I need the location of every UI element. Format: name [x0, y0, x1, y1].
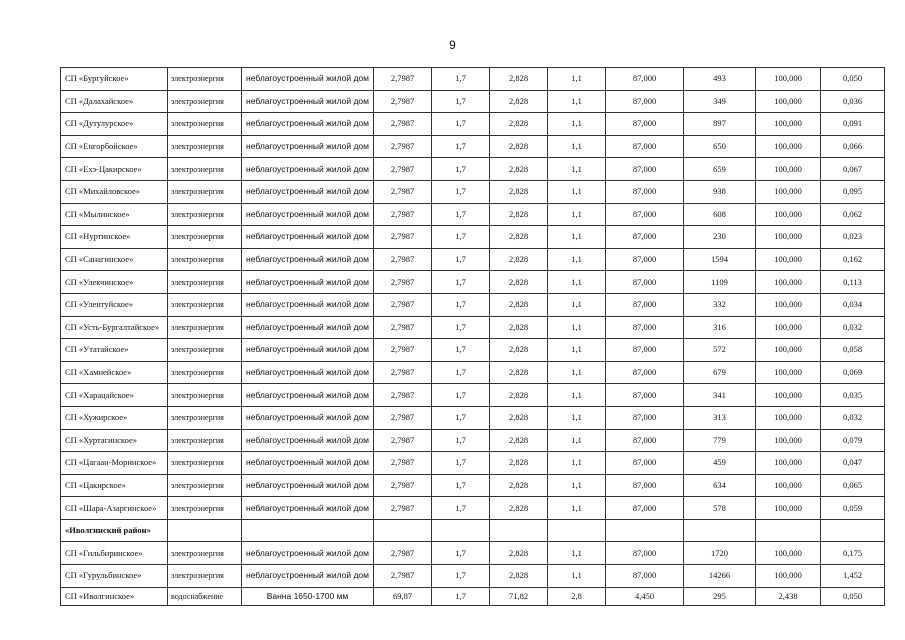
value-c4-cell: 2,8 — [548, 587, 606, 605]
value-c2-cell: 1,7 — [432, 429, 490, 452]
object-cell: неблагоустроенный жилой дом — [242, 158, 374, 181]
resource-cell: электроэнергия — [168, 203, 242, 226]
table-row — [61, 339, 885, 362]
page-number: 9 — [449, 38, 456, 52]
value-c7-cell: 100,000 — [756, 113, 821, 136]
value-c7-cell: 100,000 — [756, 135, 821, 158]
value-c5-cell: 87,000 — [606, 271, 684, 294]
value-c2-cell: 1,7 — [432, 203, 490, 226]
value-c3-cell: 2,828 — [490, 384, 548, 407]
value-c5-cell: 87,000 — [606, 316, 684, 339]
value-c5-cell: 87,000 — [606, 113, 684, 136]
object-cell: неблагоустроенный жилой дом — [242, 452, 374, 475]
settlement-name-cell: СП «Гурульбинское» — [61, 565, 168, 588]
resource-cell: электроэнергия — [168, 293, 242, 316]
table-body — [61, 68, 885, 606]
value-c1-cell: 2,7987 — [374, 248, 432, 271]
value-c7-cell: 100,000 — [756, 542, 821, 565]
value-c1-cell: 69,87 — [374, 587, 432, 605]
value-c8-cell: 0,036 — [821, 90, 885, 113]
value-c7-cell: 100,000 — [756, 203, 821, 226]
value-c6-cell: 1594 — [684, 248, 756, 271]
value-c6-cell: 313 — [684, 406, 756, 429]
value-c1-cell: 2,7987 — [374, 474, 432, 497]
empty-cell — [432, 519, 490, 542]
value-c1-cell: 2,7987 — [374, 68, 432, 91]
value-c5-cell: 87,000 — [606, 384, 684, 407]
value-c3-cell: 2,828 — [490, 271, 548, 294]
value-c2-cell: 1,7 — [432, 226, 490, 249]
value-c1-cell: 2,7987 — [374, 135, 432, 158]
value-c2-cell: 1,7 — [432, 452, 490, 475]
value-c6-cell: 1720 — [684, 542, 756, 565]
value-c3-cell: 2,828 — [490, 135, 548, 158]
value-c8-cell: 0,059 — [821, 497, 885, 520]
value-c6-cell: 230 — [684, 226, 756, 249]
value-c6-cell: 493 — [684, 68, 756, 91]
settlement-name-cell: СП «Гильбиринское» — [61, 542, 168, 565]
value-c6-cell: 578 — [684, 497, 756, 520]
value-c1-cell: 2,7987 — [374, 158, 432, 181]
value-c6-cell: 14266 — [684, 565, 756, 588]
table-row — [61, 248, 885, 271]
resource-cell: электроэнергия — [168, 497, 242, 520]
value-c6-cell: 608 — [684, 203, 756, 226]
table-row — [61, 90, 885, 113]
settlement-name-cell: СП «Цакирское» — [61, 474, 168, 497]
object-cell: неблагоустроенный жилой дом — [242, 226, 374, 249]
object-cell: неблагоустроенный жилой дом — [242, 406, 374, 429]
value-c7-cell: 100,000 — [756, 226, 821, 249]
settlement-name-cell: СП «Улентуйское» — [61, 293, 168, 316]
value-c8-cell: 0,091 — [821, 113, 885, 136]
value-c3-cell: 2,828 — [490, 316, 548, 339]
value-c5-cell: 87,000 — [606, 406, 684, 429]
resource-cell: водоснабжение — [168, 587, 242, 605]
value-c8-cell: 0,162 — [821, 248, 885, 271]
value-c7-cell: 100,000 — [756, 68, 821, 91]
value-c5-cell: 87,000 — [606, 226, 684, 249]
table-row — [61, 316, 885, 339]
resource-cell: электроэнергия — [168, 429, 242, 452]
value-c3-cell: 2,828 — [490, 180, 548, 203]
settlement-name-cell: СП «Михайловское» — [61, 180, 168, 203]
value-c8-cell: 0,035 — [821, 384, 885, 407]
value-c6-cell: 779 — [684, 429, 756, 452]
section-title: «Иволгинский район» — [61, 519, 168, 542]
object-cell: неблагоустроенный жилой дом — [242, 135, 374, 158]
value-c8-cell: 0,058 — [821, 339, 885, 362]
value-c1-cell: 2,7987 — [374, 497, 432, 520]
resource-cell: электроэнергия — [168, 113, 242, 136]
resource-cell: электроэнергия — [168, 158, 242, 181]
value-c5-cell: 87,000 — [606, 203, 684, 226]
value-c7-cell: 100,000 — [756, 339, 821, 362]
empty-cell — [490, 519, 548, 542]
empty-cell — [168, 519, 242, 542]
table-row — [61, 587, 885, 605]
value-c1-cell: 2,7987 — [374, 361, 432, 384]
value-c6-cell: 650 — [684, 135, 756, 158]
table-row — [61, 497, 885, 520]
value-c4-cell: 1,1 — [548, 90, 606, 113]
value-c4-cell: 1,1 — [548, 293, 606, 316]
empty-cell — [548, 519, 606, 542]
value-c4-cell: 1,1 — [548, 113, 606, 136]
value-c3-cell: 2,828 — [490, 361, 548, 384]
value-c4-cell: 1,1 — [548, 429, 606, 452]
value-c6-cell: 459 — [684, 452, 756, 475]
value-c4-cell: 1,1 — [548, 180, 606, 203]
object-cell: неблагоустроенный жилой дом — [242, 248, 374, 271]
value-c5-cell: 87,000 — [606, 542, 684, 565]
value-c8-cell: 0,032 — [821, 406, 885, 429]
value-c2-cell: 1,7 — [432, 316, 490, 339]
value-c7-cell: 100,000 — [756, 429, 821, 452]
table-row — [61, 180, 885, 203]
value-c2-cell: 1,7 — [432, 339, 490, 362]
value-c8-cell: 0,175 — [821, 542, 885, 565]
resource-cell: электроэнергия — [168, 339, 242, 362]
value-c2-cell: 1,7 — [432, 474, 490, 497]
value-c4-cell: 1,1 — [548, 497, 606, 520]
value-c1-cell: 2,7987 — [374, 271, 432, 294]
value-c7-cell: 100,000 — [756, 361, 821, 384]
value-c7-cell: 100,000 — [756, 180, 821, 203]
value-c8-cell: 0,069 — [821, 361, 885, 384]
settlement-name-cell: СП «Дутулурское» — [61, 113, 168, 136]
object-cell: неблагоустроенный жилой дом — [242, 316, 374, 339]
resource-cell: электроэнергия — [168, 135, 242, 158]
value-c7-cell: 100,000 — [756, 497, 821, 520]
value-c3-cell: 2,828 — [490, 68, 548, 91]
value-c5-cell: 87,000 — [606, 361, 684, 384]
value-c8-cell: 0,065 — [821, 474, 885, 497]
value-c6-cell: 341 — [684, 384, 756, 407]
value-c3-cell: 2,828 — [490, 339, 548, 362]
resource-cell: электроэнергия — [168, 68, 242, 91]
value-c2-cell: 1,7 — [432, 384, 490, 407]
table-row — [61, 474, 885, 497]
resource-cell: электроэнергия — [168, 180, 242, 203]
value-c6-cell: 349 — [684, 90, 756, 113]
value-c5-cell: 4,450 — [606, 587, 684, 605]
value-c6-cell: 332 — [684, 293, 756, 316]
table-row — [61, 135, 885, 158]
resource-cell: электроэнергия — [168, 565, 242, 588]
value-c7-cell: 100,000 — [756, 90, 821, 113]
value-c3-cell: 71,82 — [490, 587, 548, 605]
value-c4-cell: 1,1 — [548, 565, 606, 588]
value-c5-cell: 87,000 — [606, 248, 684, 271]
value-c3-cell: 2,828 — [490, 226, 548, 249]
settlement-name-cell: СП «Улекчинское» — [61, 271, 168, 294]
object-cell: неблагоустроенный жилой дом — [242, 542, 374, 565]
object-cell: неблагоустроенный жилой дом — [242, 361, 374, 384]
value-c7-cell: 100,000 — [756, 248, 821, 271]
value-c6-cell: 938 — [684, 180, 756, 203]
value-c7-cell: 100,000 — [756, 271, 821, 294]
object-cell: неблагоустроенный жилой дом — [242, 384, 374, 407]
settlement-name-cell: СП «Шара-Азаргинское» — [61, 497, 168, 520]
value-c5-cell: 87,000 — [606, 565, 684, 588]
value-c3-cell: 2,828 — [490, 113, 548, 136]
value-c8-cell: 0,095 — [821, 180, 885, 203]
value-c4-cell: 1,1 — [548, 339, 606, 362]
table-row — [61, 226, 885, 249]
value-c1-cell: 2,7987 — [374, 180, 432, 203]
table-row — [61, 542, 885, 565]
empty-cell — [606, 519, 684, 542]
value-c2-cell: 1,7 — [432, 406, 490, 429]
value-c7-cell: 100,000 — [756, 158, 821, 181]
resource-cell: электроэнергия — [168, 361, 242, 384]
table-row — [61, 384, 885, 407]
value-c8-cell: 0,113 — [821, 271, 885, 294]
value-c7-cell: 2,438 — [756, 587, 821, 605]
settlement-name-cell: СП «Хамнейское» — [61, 361, 168, 384]
value-c2-cell: 1,7 — [432, 135, 490, 158]
value-c3-cell: 2,828 — [490, 406, 548, 429]
object-cell: неблагоустроенный жилой дом — [242, 68, 374, 91]
value-c3-cell: 2,828 — [490, 158, 548, 181]
value-c2-cell: 1,7 — [432, 271, 490, 294]
value-c2-cell: 1,7 — [432, 180, 490, 203]
settlement-name-cell: СП «Мылинское» — [61, 203, 168, 226]
value-c1-cell: 2,7987 — [374, 406, 432, 429]
value-c1-cell: 2,7987 — [374, 565, 432, 588]
value-c4-cell: 1,1 — [548, 203, 606, 226]
value-c4-cell: 1,1 — [548, 316, 606, 339]
section-header-row — [61, 519, 885, 542]
value-c7-cell: 100,000 — [756, 384, 821, 407]
settlement-name-cell: СП «Санагинское» — [61, 248, 168, 271]
table-row — [61, 113, 885, 136]
resource-cell: электроэнергия — [168, 542, 242, 565]
table-row — [61, 158, 885, 181]
value-c8-cell: 0,032 — [821, 316, 885, 339]
value-c2-cell: 1,7 — [432, 361, 490, 384]
resource-cell: электроэнергия — [168, 406, 242, 429]
value-c8-cell: 0,062 — [821, 203, 885, 226]
empty-cell — [821, 519, 885, 542]
value-c1-cell: 2,7987 — [374, 316, 432, 339]
value-c5-cell: 87,000 — [606, 158, 684, 181]
value-c1-cell: 2,7987 — [374, 452, 432, 475]
resource-cell: электроэнергия — [168, 474, 242, 497]
value-c5-cell: 87,000 — [606, 68, 684, 91]
value-c2-cell: 1,7 — [432, 565, 490, 588]
object-cell: Ванна 1650-1700 мм — [242, 587, 374, 605]
settlement-name-cell: СП «Нуртинское» — [61, 226, 168, 249]
value-c4-cell: 1,1 — [548, 158, 606, 181]
value-c6-cell: 679 — [684, 361, 756, 384]
value-c5-cell: 87,000 — [606, 497, 684, 520]
settlement-name-cell: СП «Енгорбойское» — [61, 135, 168, 158]
object-cell: неблагоустроенный жилой дом — [242, 293, 374, 316]
resource-cell: электроэнергия — [168, 384, 242, 407]
object-cell: неблагоустроенный жилой дом — [242, 90, 374, 113]
value-c5-cell: 87,000 — [606, 293, 684, 316]
empty-cell — [374, 519, 432, 542]
empty-cell — [684, 519, 756, 542]
settlement-name-cell: СП «Усть-Бургалтайское» — [61, 316, 168, 339]
value-c6-cell: 316 — [684, 316, 756, 339]
resource-cell: электроэнергия — [168, 248, 242, 271]
value-c5-cell: 87,000 — [606, 474, 684, 497]
object-cell: неблагоустроенный жилой дом — [242, 565, 374, 588]
value-c6-cell: 659 — [684, 158, 756, 181]
settlement-name-cell: СП «Утатайское» — [61, 339, 168, 362]
settlement-name-cell: СП «Хужирское» — [61, 406, 168, 429]
value-c4-cell: 1,1 — [548, 406, 606, 429]
value-c8-cell: 0,067 — [821, 158, 885, 181]
value-c3-cell: 2,828 — [490, 90, 548, 113]
object-cell: неблагоустроенный жилой дом — [242, 497, 374, 520]
value-c4-cell: 1,1 — [548, 361, 606, 384]
table-row — [61, 361, 885, 384]
value-c4-cell: 1,1 — [548, 271, 606, 294]
value-c4-cell: 1,1 — [548, 248, 606, 271]
settlement-name-cell: СП «Хуртагинское» — [61, 429, 168, 452]
settlement-name-cell: СП «Бургуйское» — [61, 68, 168, 91]
value-c4-cell: 1,1 — [548, 68, 606, 91]
value-c1-cell: 2,7987 — [374, 90, 432, 113]
value-c4-cell: 1,1 — [548, 542, 606, 565]
value-c1-cell: 2,7987 — [374, 542, 432, 565]
value-c6-cell: 634 — [684, 474, 756, 497]
resource-cell: электроэнергия — [168, 90, 242, 113]
value-c7-cell: 100,000 — [756, 406, 821, 429]
table-row — [61, 68, 885, 91]
settlement-name-cell: СП «Далахайское» — [61, 90, 168, 113]
value-c8-cell: 0,034 — [821, 293, 885, 316]
settlement-name-cell: СП «Харацайское» — [61, 384, 168, 407]
value-c1-cell: 2,7987 — [374, 293, 432, 316]
value-c2-cell: 1,7 — [432, 587, 490, 605]
value-c8-cell: 0,047 — [821, 452, 885, 475]
value-c2-cell: 1,7 — [432, 542, 490, 565]
value-c2-cell: 1,7 — [432, 90, 490, 113]
resource-cell: электроэнергия — [168, 226, 242, 249]
value-c5-cell: 87,000 — [606, 339, 684, 362]
value-c4-cell: 1,1 — [548, 135, 606, 158]
table-row — [61, 406, 885, 429]
table-row — [61, 452, 885, 475]
value-c6-cell: 897 — [684, 113, 756, 136]
value-c3-cell: 2,828 — [490, 429, 548, 452]
value-c7-cell: 100,000 — [756, 565, 821, 588]
value-c2-cell: 1,7 — [432, 68, 490, 91]
object-cell: неблагоустроенный жилой дом — [242, 271, 374, 294]
value-c5-cell: 87,000 — [606, 90, 684, 113]
settlement-name-cell: СП «Цагаан-Моринское» — [61, 452, 168, 475]
value-c3-cell: 2,828 — [490, 248, 548, 271]
value-c2-cell: 1,7 — [432, 497, 490, 520]
value-c7-cell: 100,000 — [756, 293, 821, 316]
resource-cell: электроэнергия — [168, 452, 242, 475]
value-c3-cell: 2,828 — [490, 293, 548, 316]
table-row — [61, 565, 885, 588]
value-c5-cell: 87,000 — [606, 429, 684, 452]
object-cell: неблагоустроенный жилой дом — [242, 339, 374, 362]
value-c1-cell: 2,7987 — [374, 429, 432, 452]
settlement-name-cell: СП «Ехэ-Цакирское» — [61, 158, 168, 181]
value-c3-cell: 2,828 — [490, 497, 548, 520]
value-c1-cell: 2,7987 — [374, 113, 432, 136]
resource-cell: электроэнергия — [168, 316, 242, 339]
object-cell: неблагоустроенный жилой дом — [242, 474, 374, 497]
value-c3-cell: 2,828 — [490, 452, 548, 475]
value-c3-cell: 2,828 — [490, 474, 548, 497]
value-c7-cell: 100,000 — [756, 452, 821, 475]
value-c5-cell: 87,000 — [606, 452, 684, 475]
object-cell: неблагоустроенный жилой дом — [242, 113, 374, 136]
value-c8-cell: 0,079 — [821, 429, 885, 452]
tariff-table — [60, 67, 885, 606]
resource-cell: электроэнергия — [168, 271, 242, 294]
value-c7-cell: 100,000 — [756, 316, 821, 339]
value-c4-cell: 1,1 — [548, 226, 606, 249]
value-c3-cell: 2,828 — [490, 565, 548, 588]
empty-cell — [756, 519, 821, 542]
value-c2-cell: 1,7 — [432, 113, 490, 136]
value-c1-cell: 2,7987 — [374, 226, 432, 249]
value-c3-cell: 2,828 — [490, 203, 548, 226]
value-c2-cell: 1,7 — [432, 158, 490, 181]
value-c3-cell: 2,828 — [490, 542, 548, 565]
value-c5-cell: 87,000 — [606, 180, 684, 203]
value-c1-cell: 2,7987 — [374, 203, 432, 226]
object-cell: неблагоустроенный жилой дом — [242, 203, 374, 226]
table-row — [61, 271, 885, 294]
table-row — [61, 293, 885, 316]
value-c4-cell: 1,1 — [548, 384, 606, 407]
value-c1-cell: 2,7987 — [374, 384, 432, 407]
value-c2-cell: 1,7 — [432, 248, 490, 271]
table-row — [61, 429, 885, 452]
value-c6-cell: 1109 — [684, 271, 756, 294]
value-c5-cell: 87,000 — [606, 135, 684, 158]
value-c8-cell: 0,050 — [821, 587, 885, 605]
value-c8-cell: 0,066 — [821, 135, 885, 158]
value-c6-cell: 295 — [684, 587, 756, 605]
value-c4-cell: 1,1 — [548, 452, 606, 475]
value-c7-cell: 100,000 — [756, 474, 821, 497]
value-c1-cell: 2,7987 — [374, 339, 432, 362]
object-cell: неблагоустроенный жилой дом — [242, 429, 374, 452]
value-c2-cell: 1,7 — [432, 293, 490, 316]
table-row — [61, 203, 885, 226]
value-c6-cell: 572 — [684, 339, 756, 362]
value-c8-cell: 0,050 — [821, 68, 885, 91]
settlement-name-cell: СП «Иволгинское» — [61, 587, 168, 605]
empty-cell — [242, 519, 374, 542]
object-cell: неблагоустроенный жилой дом — [242, 180, 374, 203]
value-c8-cell: 0,023 — [821, 226, 885, 249]
value-c4-cell: 1,1 — [548, 474, 606, 497]
value-c8-cell: 1,452 — [821, 565, 885, 588]
